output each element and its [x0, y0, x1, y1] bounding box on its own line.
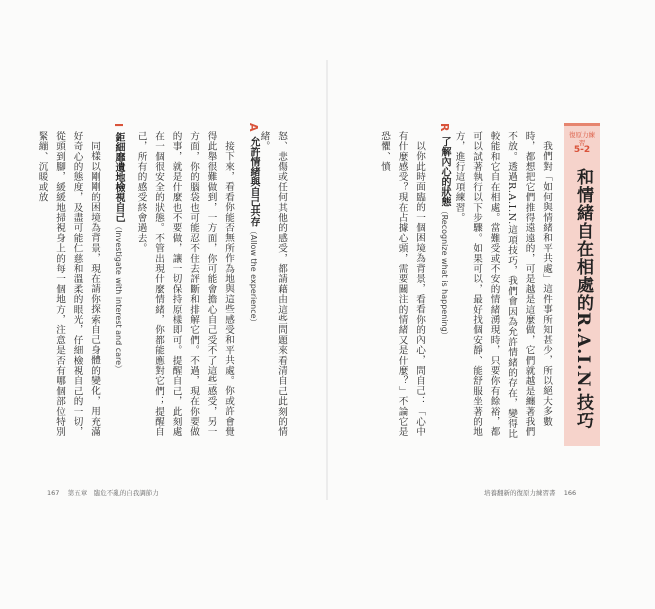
allow-paragraph	[127, 131, 237, 439]
a-text: 接下來，看看你能否無所作為地與這些感受和平共處。你或許會覺得此舉很難做到，一方面，你可能會擔心自己受不了這些感受，另一方面，你的腦袋也可能忍不住去評斷和排解它們。不過，現在你要做的事，就是什麼也不要做，讓一切保持原樣即可。提醒自己，此刻處在一個很安全的狀態。不管出現什麼情緒，你都能應對它們；提醒自己，所有的感受終會過去。	[135, 131, 234, 437]
a-heading: 允許情緒與自己共存	[248, 136, 259, 227]
r-text: 以你此時面臨的一個困境為背景，看看你的內心，問自己：「心中有什麼感受？現在占據心頭，需要關注的情緒又是什麼？」不論它是恐懼、憤	[379, 131, 425, 437]
intro-text: 我們對「如何與情緒和平共處」這件事所知甚少，所以絕大多數時，都想把它們推得遠遠的，可是越是這麼做，它們就越是纏著我們不放。透過R.A.I.N.這項技巧，我們會因為允許情緒的存在，變得比較能和它自在相處。當難受或不安的情緒湧現時，只要你有餘裕，都可以試著執行以下步驟。如果可以，最好找個安靜、能舒服坐著的地方，進行這項練習。	[453, 131, 552, 439]
r-english: （Recognize what is happening）	[440, 206, 449, 340]
carry-paragraph	[258, 131, 290, 439]
intro-paragraph	[455, 131, 555, 439]
recognize-paragraph	[370, 131, 428, 439]
i-mark: I	[112, 123, 125, 128]
heading-recognize	[431, 123, 451, 443]
chapter-number: 5-2	[573, 145, 591, 155]
left-page-number: 167	[47, 489, 60, 497]
left-footer-title: 第五章 臨危不亂的自我調節力	[67, 489, 159, 497]
i-text: 同樣以剛剛的困境為背景，現在請你探索自己身體的變化，用充滿好奇心的態度，及盡可能仁慈和溫柔的眼光，仔細檢視自己的一切，從頭到腳，緩緩地掃視身上的每一個地方，注意是否有哪個部位特別緊繃、沉暖或放	[36, 131, 100, 437]
i-heading: 鉅細靡遺地檢視自己	[113, 132, 124, 223]
heading-investigate	[105, 123, 125, 443]
heading-allow	[240, 123, 260, 443]
i-english: （Investigate with interest and care）	[114, 222, 123, 374]
right-footer-title: 培養翻新的復原力練習書	[484, 489, 556, 497]
chapter-title-box	[564, 123, 600, 446]
chapter-label: 復原力練習	[569, 131, 595, 147]
investigate-paragraph	[36, 131, 103, 439]
carry-text: 怒、悲傷或任何其他的感受，都請藉由這些問題來看清自己此刻的情緒。	[258, 131, 287, 437]
section-title: 和情緒自在相處的R.A.I.N.技巧	[573, 168, 593, 430]
r-mark: R	[438, 123, 451, 132]
right-footer	[484, 488, 576, 497]
left-footer	[47, 488, 159, 497]
a-english: （Allow the experience）	[249, 226, 258, 327]
right-page-number: 166	[563, 489, 577, 497]
a-mark: A	[247, 123, 260, 132]
r-heading: 了解內心的狀態	[439, 136, 450, 207]
book-spine	[326, 60, 328, 500]
